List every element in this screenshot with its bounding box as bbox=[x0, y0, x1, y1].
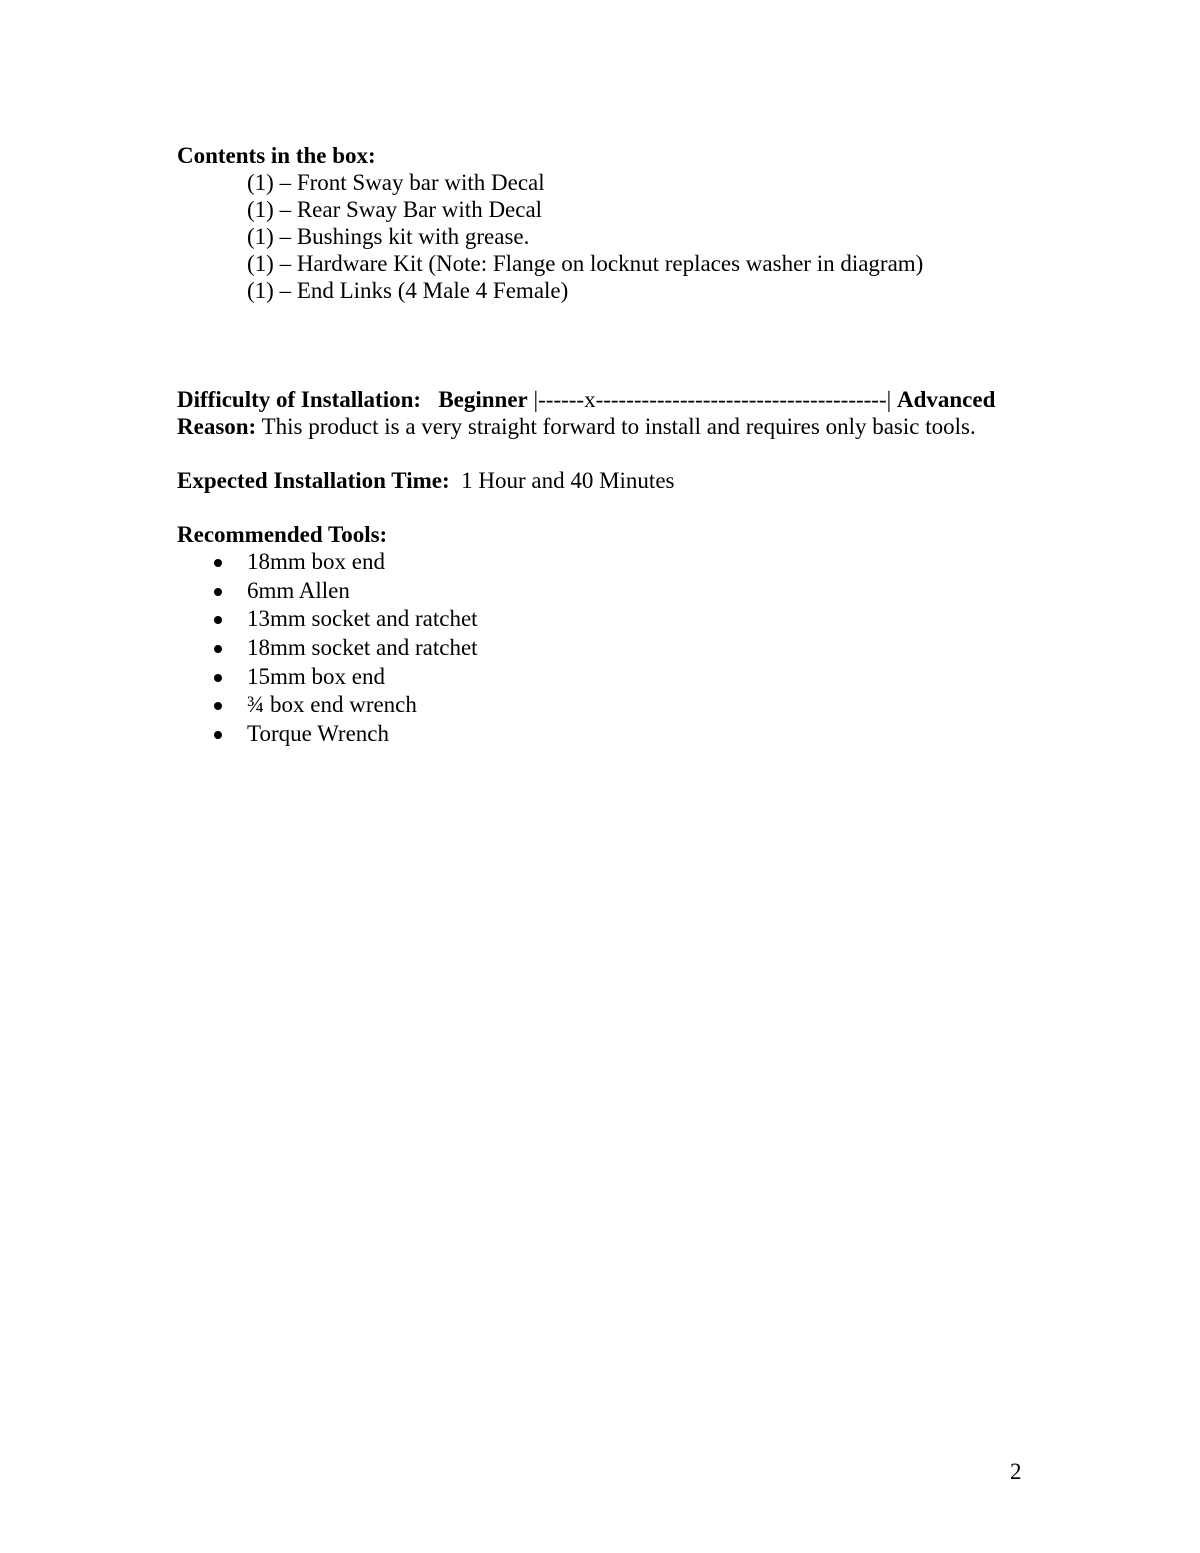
page-number: 2 bbox=[1010, 1459, 1022, 1484]
tool-item bbox=[177, 720, 478, 749]
tool-item bbox=[177, 548, 478, 577]
install-time-value: 1 Hour and 40 Minutes bbox=[461, 468, 675, 493]
tool-item-label: Torque Wrench bbox=[247, 721, 390, 747]
bullet-icon bbox=[214, 645, 222, 653]
tool-item bbox=[177, 577, 478, 606]
contents-item: (1) – Bushings kit with grease. bbox=[247, 224, 530, 249]
tool-item-label: 15mm box end bbox=[247, 663, 385, 689]
bullet-icon bbox=[214, 702, 222, 710]
tools-list bbox=[177, 548, 478, 749]
tools-section bbox=[177, 521, 478, 749]
install-time-label: Expected Installation Time: bbox=[177, 468, 450, 493]
tool-item-label: 6mm Allen bbox=[247, 577, 350, 603]
bullet-icon bbox=[214, 731, 222, 739]
difficulty-line bbox=[177, 386, 995, 413]
tool-item bbox=[177, 663, 478, 692]
contents-item: (1) – Front Sway bar with Decal bbox=[247, 170, 545, 195]
bullet-icon bbox=[214, 616, 222, 624]
contents-heading: Contents in the box: bbox=[177, 143, 376, 168]
tool-item-label: ¾ box end wrench bbox=[247, 692, 417, 718]
contents-item: (1) – Rear Sway Bar with Decal bbox=[247, 197, 543, 222]
reason-line bbox=[177, 413, 976, 440]
difficulty-label: Difficulty of Installation: bbox=[177, 387, 422, 412]
difficulty-high: Advanced bbox=[896, 387, 996, 412]
contents-item: (1) – Hardware Kit (Note: Flange on locknut replaces washer in diagram) bbox=[247, 251, 924, 276]
tool-item-label: 18mm box end bbox=[247, 549, 385, 574]
difficulty-low: Beginner bbox=[438, 387, 528, 412]
bullet-icon bbox=[214, 674, 222, 682]
reason-text: This product is a very straight forward to install and requires only basic tools. bbox=[261, 414, 976, 439]
bullet-icon bbox=[214, 559, 222, 567]
difficulty-scale: |------x--------------------------------------| bbox=[533, 387, 892, 412]
install-time-line bbox=[177, 467, 674, 494]
tool-item-label: 13mm socket and ratchet bbox=[247, 606, 478, 632]
tool-item bbox=[177, 691, 478, 720]
reason-label: Reason: bbox=[177, 414, 257, 439]
bullet-icon bbox=[214, 588, 222, 596]
tool-item-label: 18mm socket and ratchet bbox=[247, 635, 478, 661]
contents-section bbox=[177, 142, 923, 304]
tools-heading: Recommended Tools: bbox=[177, 522, 388, 547]
tool-item bbox=[177, 605, 478, 634]
tool-item bbox=[177, 634, 478, 663]
contents-item: (1) – End Links (4 Male 4 Female) bbox=[247, 278, 569, 303]
contents-list bbox=[177, 169, 923, 304]
